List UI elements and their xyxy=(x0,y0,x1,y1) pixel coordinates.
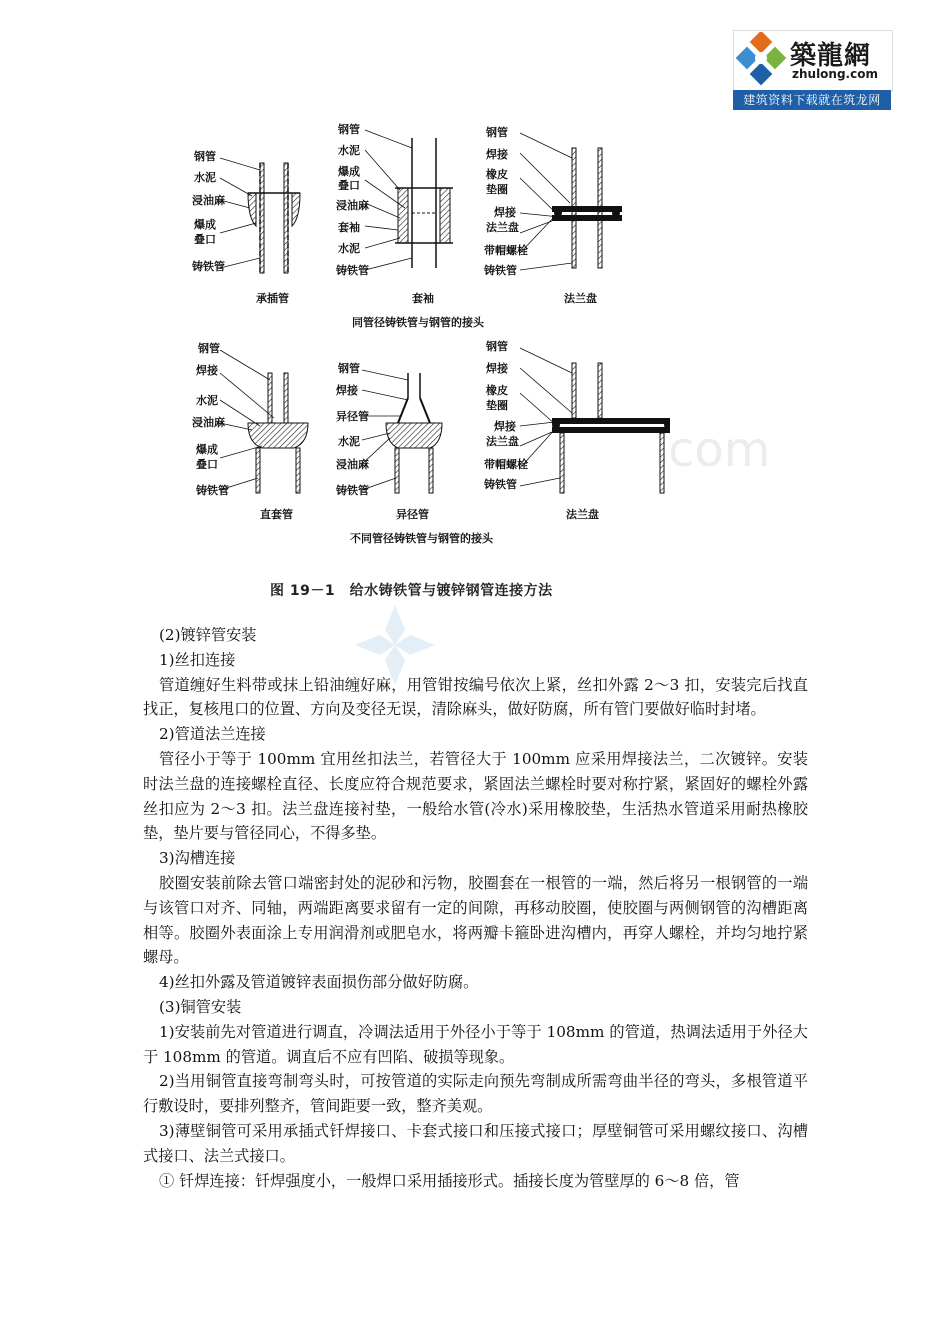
label-cement: 水泥 xyxy=(338,435,360,448)
panel-straight-sleeve xyxy=(192,341,308,521)
label-weld: 焊接 xyxy=(336,384,358,397)
row2-caption: 不同管径铸铁管与钢管的接头 xyxy=(350,532,493,545)
label-oiled-hemp: 浸油麻 xyxy=(192,194,225,207)
label-weld-2: 焊接 xyxy=(494,206,516,219)
panel-sleeve xyxy=(336,122,453,305)
label-steel-pipe: 钢管 xyxy=(486,126,508,139)
watermark-text: com xyxy=(668,422,771,478)
label-steel-pipe: 钢管 xyxy=(338,123,360,136)
logo-diamond-icon xyxy=(736,32,790,90)
label-rubber-1: 橡皮 xyxy=(486,384,508,397)
label-caulk-1: 爆成 xyxy=(194,218,216,231)
panel-name: 异径管 xyxy=(396,508,429,521)
panel-name: 法兰盘 xyxy=(566,508,599,521)
panel-name: 套袖 xyxy=(412,292,434,305)
label-oiled-hemp: 浸油麻 xyxy=(336,199,369,212)
label-steel-pipe: 钢管 xyxy=(198,342,220,355)
section-heading: (2)镀锌管安装 xyxy=(159,626,257,644)
logo-slogan: 建筑资料下载就在筑龙网 xyxy=(733,90,891,110)
panel-flange xyxy=(484,125,622,305)
label-cast-iron: 铸铁管 xyxy=(192,260,225,273)
label-cast-iron: 铸铁管 xyxy=(336,264,369,277)
paragraph: 1)安装前先对管道进行调直，冷调法适用于外径小于等于 108mm 的管道，热调法适用于外径大于 108mm 的管道。调直后不应有凹陷、破损等现象。 xyxy=(143,1022,808,1066)
paragraph: ① 钎焊连接：钎焊强度小，一般焊口采用插接形式。插接长度为管壁厚的 6～8 倍，管 xyxy=(159,1171,740,1190)
label-rubber-2: 垫圈 xyxy=(486,183,508,196)
figure-caption: 图 19－1 给水铸铁管与镀锌钢管连接方法 xyxy=(270,583,553,599)
panel-name: 承插管 xyxy=(256,292,289,305)
label-weld: 焊接 xyxy=(486,362,508,375)
label-caulk-1: 爆成 xyxy=(338,165,360,178)
label-oiled-hemp: 浸油麻 xyxy=(192,416,225,429)
panel-name: 直套管 xyxy=(260,508,293,521)
row1-caption: 同管径铸铁管与钢管的接头 xyxy=(352,316,484,329)
label-caulk-2: 叠口 xyxy=(338,179,360,192)
label-weld: 焊接 xyxy=(196,364,218,377)
label-cement: 水泥 xyxy=(196,394,218,407)
label-cast-iron: 铸铁管 xyxy=(484,478,517,491)
label-steel-pipe: 钢管 xyxy=(194,150,216,163)
label-steel-pipe: 钢管 xyxy=(486,340,508,353)
paragraph: 管道缠好生料带或抹上铅油缠好麻，用管钳按编号依次上紧，丝扣外露 2～3 扣，安装完后找直找正，复核甩口的位置、方向及变径无误，清除麻头，做好防腐，所有管门要做好临时封堵。 xyxy=(143,675,808,719)
panel-reducer xyxy=(335,361,442,521)
label-flange: 法兰盘 xyxy=(486,435,519,448)
label-cement-2: 水泥 xyxy=(338,242,360,255)
label-caulk-2: 叠口 xyxy=(196,458,218,471)
logo-url: zhulong.com xyxy=(792,67,878,81)
zhulong-logo xyxy=(733,30,891,110)
paragraph: 4)丝扣外露及管道镀锌表面损伤部分做好防腐。 xyxy=(159,973,479,992)
logo-top xyxy=(733,30,893,92)
label-steel-pipe: 钢管 xyxy=(338,362,360,375)
subsection-heading: 1)丝扣连接 xyxy=(159,650,236,669)
paragraph: 3)薄壁铜管可采用承插式钎焊接口、卡套式接口和压接式接口；厚壁铜管可采用螺纹接口、沟槽式接口、法兰式接口。 xyxy=(143,1121,808,1165)
label-weld-2: 焊接 xyxy=(494,420,516,433)
label-cast-iron: 铸铁管 xyxy=(336,484,369,497)
paragraph: 2)当用铜管直接弯制弯头时，可按管道的实际走向预先弯制成所需弯曲半径的弯头，多根管道平行敷设时，要排列整齐，管间距要一致，整齐美观。 xyxy=(143,1072,808,1116)
panel-socket-pipe xyxy=(192,149,300,305)
subsection-heading: 3)沟槽连接 xyxy=(159,849,236,868)
label-caulk-1: 爆成 xyxy=(196,443,218,456)
panel-name: 法兰盘 xyxy=(564,292,597,305)
label-sleeve: 套袖 xyxy=(338,221,360,234)
label-rubber-1: 橡皮 xyxy=(486,168,508,181)
document-body xyxy=(143,623,808,1193)
label-bolt: 带帽螺栓 xyxy=(484,458,528,471)
paragraph: 管径小于等于 100mm 宜用丝扣法兰，若管径大于 100mm 应采用焊接法兰，二次镀锌。安装时法兰盘的连接螺栓直径、长度应符合规范要求，紧固法兰螺栓时要对称拧紧，紧固好的螺栓外露丝扣应为 2～3 扣。法兰盘连接衬垫，一般给水管(冷水)采用橡胶垫，生活热水管道采用耐热橡胶垫，垫片要与管径同心，不得多垫。 xyxy=(143,749,808,843)
section-heading: (3)铜管安装 xyxy=(159,997,242,1016)
label-weld: 焊接 xyxy=(486,148,508,161)
label-cement: 水泥 xyxy=(338,144,360,157)
subsection-heading: 2)管道法兰连接 xyxy=(159,725,266,744)
label-rubber-2: 垫圈 xyxy=(486,399,508,412)
label-cast-iron: 铸铁管 xyxy=(196,484,229,497)
label-reducer: 异径管 xyxy=(336,410,369,423)
label-flange: 法兰盘 xyxy=(486,221,519,234)
label-cement: 水泥 xyxy=(194,171,216,184)
paragraph: 胶圈安装前除去管口端密封处的泥砂和污物，胶圈套在一根管的一端，然后将另一根钢管的一端与该管口对齐、同轴，两端距离要求留有一定的间隙，再移动胶圈，使胶圈与两侧钢管的沟槽距离相等。胶圈外表面涂上专用润滑剂或肥皂水，将两瓣卡箍卧进沟槽内，再穿人螺栓，并均匀地拧紧螺母。 xyxy=(143,873,808,967)
label-oiled-hemp: 浸油麻 xyxy=(336,458,369,471)
pipe-joint-diagram xyxy=(190,118,670,548)
label-caulk-2: 叠口 xyxy=(194,233,216,246)
logo-name: 築龍網 xyxy=(790,41,872,71)
label-cast-iron: 铸铁管 xyxy=(484,264,517,277)
label-bolt: 带帽螺栓 xyxy=(484,244,528,257)
